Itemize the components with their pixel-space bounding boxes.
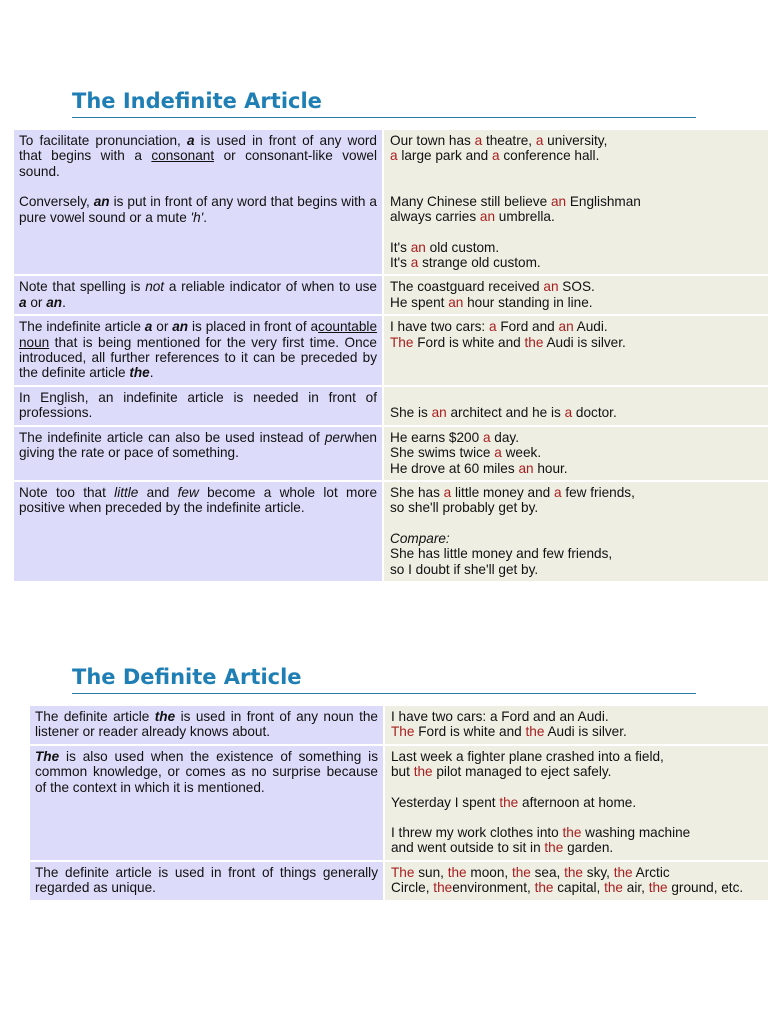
emphasis: a	[186, 133, 195, 148]
article-highlight: the	[604, 880, 623, 896]
table-row	[14, 387, 768, 425]
text-line: so she'll probably get by.	[390, 500, 539, 516]
line-gap	[390, 164, 764, 179]
text-line: Note that spelling is not a reliable indicator of when to use a or an.	[19, 279, 377, 310]
table-row	[14, 427, 768, 480]
table-row	[30, 706, 768, 744]
text-line: I have two cars: a Ford and an Audi.	[390, 319, 608, 335]
rule-explanation	[30, 706, 383, 744]
article-highlight: an	[479, 209, 496, 225]
article-highlight: an	[543, 279, 559, 295]
article-highlight: a	[410, 255, 419, 271]
definite-article-heading: The Definite Article	[72, 664, 696, 694]
text-line: She is an architect and he is a doctor.	[390, 404, 617, 420]
example-sentences	[384, 482, 768, 581]
text-line: The Ford is white and the Audi is silver.	[391, 724, 627, 740]
indefinite-article-heading: The Indefinite Article	[72, 88, 696, 118]
article-highlight: the	[524, 334, 544, 350]
text-line	[390, 531, 764, 546]
table-row	[30, 746, 768, 860]
article-highlight: the	[433, 880, 453, 896]
text-line: Yesterday I spent the afternoon at home.	[391, 794, 637, 810]
text-line: She swims twice a week.	[390, 445, 542, 461]
text-line: The is also used when the existence of something is common knowledge, or comes as no surprise because of the context in which it is mentioned.	[35, 748, 378, 795]
example-sentences	[385, 746, 768, 860]
example-sentences	[384, 130, 768, 274]
article-highlight: the	[413, 764, 433, 780]
article-highlight: an	[410, 239, 426, 255]
article-highlight: a	[494, 445, 502, 461]
table-row	[30, 862, 768, 900]
table-row	[14, 482, 768, 581]
line-gap	[390, 179, 764, 194]
text-line: It's a strange old custom.	[390, 255, 541, 271]
line-gap	[391, 810, 764, 825]
article-highlight: a	[492, 148, 500, 164]
text-line: I have two cars: a Ford and an Audi.	[391, 709, 609, 724]
article-highlight: a	[554, 484, 562, 500]
rule-explanation	[14, 482, 382, 581]
article-highlight: the	[544, 840, 564, 856]
example-sentences	[384, 276, 768, 314]
text-line: He drove at 60 miles an hour.	[390, 460, 568, 476]
rule-explanation	[14, 130, 382, 274]
text-line: The definite article the is used in front of any noun the listener or reader already knows about.	[35, 709, 378, 740]
example-sentences	[385, 862, 768, 900]
emphasis: few	[177, 484, 199, 500]
emphasis: an	[172, 319, 189, 335]
text-line: so I doubt if she'll get by.	[390, 561, 539, 577]
example-sentences	[384, 427, 768, 480]
table-row	[14, 316, 768, 385]
emphasis: 'h'	[190, 209, 204, 225]
article-highlight: the	[613, 864, 633, 880]
table-row	[14, 276, 768, 314]
emphasis: little	[114, 484, 139, 500]
article-highlight: an	[558, 319, 574, 335]
article-highlight: an	[448, 294, 464, 310]
emphasis: consonant	[151, 148, 215, 164]
text-line: I threw my work clothes into the washing machine	[391, 825, 691, 841]
line-gap	[390, 390, 764, 405]
emphasis: countable noun	[19, 319, 378, 350]
example-sentences	[384, 316, 768, 385]
article-highlight: the	[511, 864, 531, 880]
article-highlight: The	[391, 724, 415, 740]
text-line: but the pilot managed to eject safely.	[391, 764, 612, 780]
rule-explanation	[14, 316, 382, 385]
rule-explanation	[14, 427, 382, 480]
article-highlight: the	[564, 864, 583, 880]
article-highlight: an	[550, 193, 567, 209]
line-gap	[391, 780, 764, 795]
text-line: She has little money and few friends,	[390, 546, 613, 562]
text-line: The coastguard received an SOS.	[390, 279, 595, 295]
article-highlight: the	[534, 880, 554, 896]
article-highlight: an	[431, 404, 447, 420]
article-highlight: the	[525, 724, 545, 740]
text-line: Many Chinese still believe an Englishman	[390, 193, 641, 209]
emphasis: not	[145, 279, 165, 295]
text-line: The indefinite article can also be used instead of perwhen giving the rate or pace of something.	[19, 429, 377, 461]
article-highlight: The	[390, 334, 414, 350]
text-line: Conversely, an is put in front of any word that begins with a pure vowel sound or a mute 'h'.	[19, 194, 377, 225]
text-line: Our town has a theatre, a university,	[390, 133, 608, 148]
table-row	[14, 130, 768, 274]
emphasis: a	[19, 294, 27, 310]
line-gap	[19, 179, 377, 194]
rule-explanation	[30, 746, 383, 860]
indefinite-article-table	[14, 130, 768, 583]
emphasis: Compare:	[390, 530, 450, 546]
text-line: He spent an hour standing in line.	[390, 294, 593, 310]
emphasis: The	[35, 748, 60, 764]
emphasis: an	[93, 194, 110, 210]
example-sentences	[385, 706, 768, 744]
article-highlight: the	[447, 864, 467, 880]
text-line: The Ford is white and the Audi is silver.	[390, 334, 626, 350]
article-highlight: the	[562, 825, 582, 841]
article-highlight: a	[474, 133, 483, 148]
emphasis: the	[129, 365, 150, 381]
text-line: always carries an umbrella.	[390, 209, 555, 225]
article-highlight: the	[648, 880, 668, 896]
example-sentences	[384, 387, 768, 425]
text-line: The definite article is used in front of things generally regarded as unique.	[35, 864, 378, 896]
article-highlight: a	[564, 404, 573, 420]
text-line: Circle, theenvironment, the capital, the air, the ground, etc.	[391, 880, 744, 896]
emphasis: per	[324, 429, 345, 445]
line-gap	[390, 225, 764, 240]
text-line: The indefinite article a or an is placed in front of acountable noun that is being mentioned for the very first time. Once introduced, all further references to it can be preceded by the definite article the.	[19, 319, 378, 381]
rule-explanation	[30, 862, 383, 900]
rule-explanation	[14, 387, 382, 425]
text-line: It's an old custom.	[390, 239, 500, 255]
rule-explanation	[14, 276, 382, 314]
text-line: The sun, the moon, the sea, the sky, the Arctic	[391, 864, 670, 880]
line-gap	[390, 516, 764, 531]
text-line: a large park and a conference hall.	[390, 148, 600, 164]
text-line: Note too that little and few become a whole lot more positive when preceded by the indefinite article.	[19, 484, 378, 516]
article-highlight: a	[443, 484, 452, 500]
emphasis: the	[154, 709, 176, 724]
article-highlight: an	[518, 460, 534, 476]
emphasis: an	[46, 294, 63, 310]
text-line: He earns $200 a day.	[390, 429, 519, 445]
article-highlight: a	[535, 133, 544, 148]
article-highlight: the	[499, 794, 519, 810]
article-highlight: a	[482, 429, 491, 445]
emphasis: a	[144, 319, 153, 335]
text-line: She has a little money and a few friends,	[390, 484, 635, 500]
text-line: and went outside to sit in the garden.	[391, 840, 614, 856]
text-line: To facilitate pronunciation, a is used in front of any word that begins with a consonant or consonant-like vowel sound.	[19, 133, 378, 179]
article-highlight: The	[391, 864, 415, 880]
article-highlight: a	[488, 319, 497, 335]
text-line: In English, an indefinite article is needed in front of professions.	[19, 389, 377, 421]
definite-article-table	[30, 706, 768, 902]
text-line: Last week a fighter plane crashed into a field,	[391, 748, 664, 764]
article-highlight: a	[390, 148, 398, 164]
